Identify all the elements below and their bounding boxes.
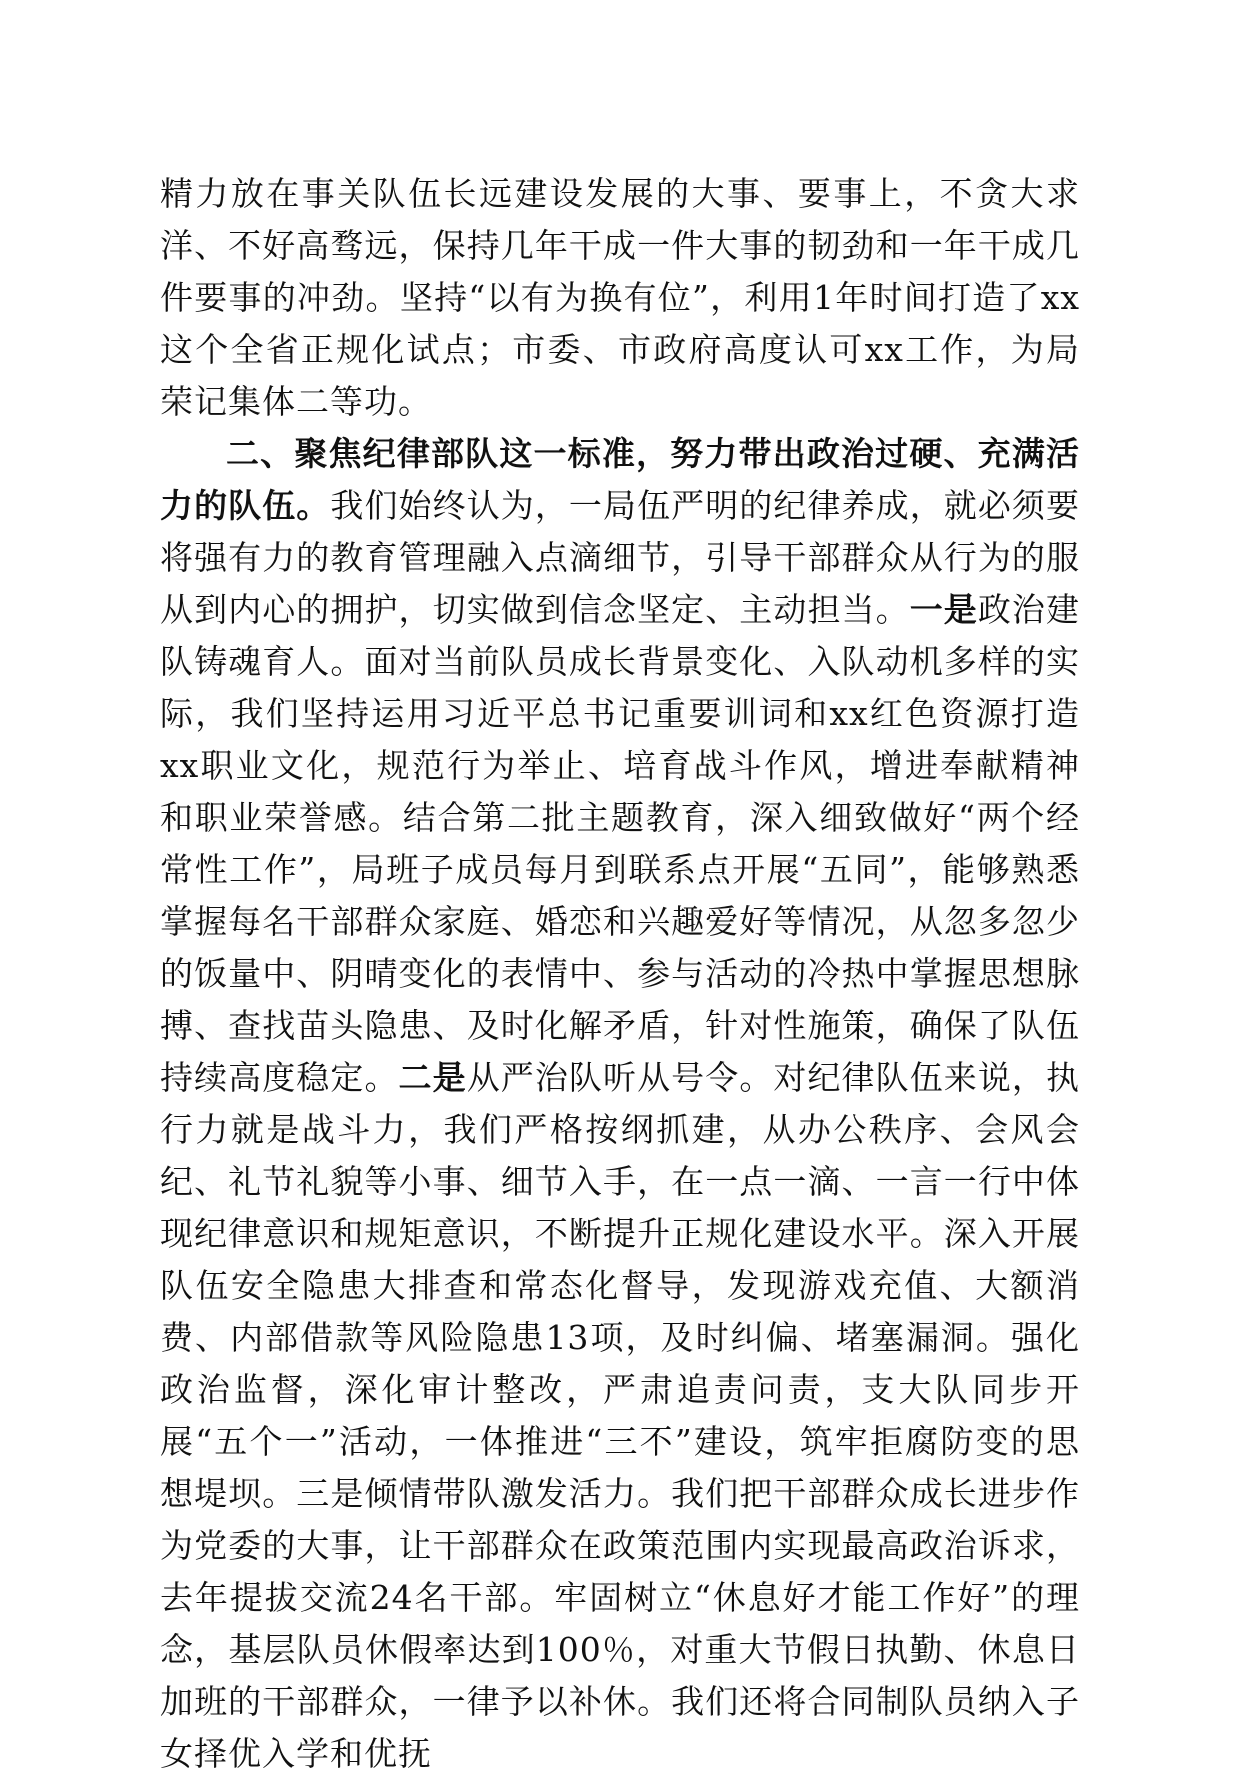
document-page — [160, 168, 1080, 1780]
point-one-label: 一是 — [909, 590, 978, 629]
point-two-label: 二是 — [398, 1058, 467, 1097]
point-two-text: 从严治队听从号令。对纪律队伍来说，执行力就是战斗力，我们严格按纲抓建，从办公秩序、会风会纪、礼节礼貌等小事、细节入手，在一点一滴、一言一行中体现纪律意识和规矩意识，不断提升正规化建设水平。深入开展队伍安全隐患大排查和常态化督导，发现游戏充值、大额消费、内部借款等风险隐患13项，及时纠偏、堵塞漏洞。强化政治监督，深化审计整改，严肃追责问责，支大队同步开展“五个一”活动，一体推进“三不”建设，筑牢拒腐防变的思想堤坝。三是倾情带队激发活力。我们把干部群众成长进步作为党委的大事，让干部群众在政策范围内实现最高政治诉求，去年提拔交流24名干部。牢固树立“休息好才能工作好”的理念，基层队员休假率达到100％，对重大节假日执勤、休息日加班的干部群众，一律予以补休。我们还将合同制队员纳入子女择优入学和优抚 — [160, 1058, 1081, 1773]
section-intro: 我们始终认为，一局伍严明的纪律养成，就必须要将强有力的教育管理融入点滴细节，引导干部群众从行为的服从到内心的拥护，切实做到信念坚定、主动担当。 — [160, 486, 1081, 629]
paragraph-section-two — [160, 428, 1080, 1780]
paragraph-continuation: 精力放在事关队伍长远建设发展的大事、要事上，不贪大求洋、不好高骛远，保持几年干成一件大事的韧劲和一年干成几件要事的冲劲。坚持“以有为换有位”，利用1年时间打造了xx这个全省正规化试点；市委、市政府高度认可xx工作，为局荣记集体二等功。 — [160, 174, 1080, 421]
section-heading: 二、聚焦纪律部队这一标准，努力带出政治过硬、充满活力的队伍。 — [160, 434, 1080, 525]
point-one-text: 政治建队铸魂育人。面对当前队员成长背景变化、入队动机多样的实际，我们坚持运用习近平总书记重要训词和xx红色资源打造xx职业文化，规范行为举止、培育战斗作风，增进奉献精神和职业荣誉感。结合第二批主题教育，深入细致做好“两个经常性工作”，局班子成员每月到联系点开展“五同”，能够熟悉掌握每名干部群众家庭、婚恋和兴趣爱好等情况，从忽多忽少的饭量中、阴晴变化的表情中、参与活动的冷热中掌握思想脉搏、查找苗头隐患、及时化解矛盾，针对性施策，确保了队伍持续高度稳定。 — [160, 590, 1081, 1097]
